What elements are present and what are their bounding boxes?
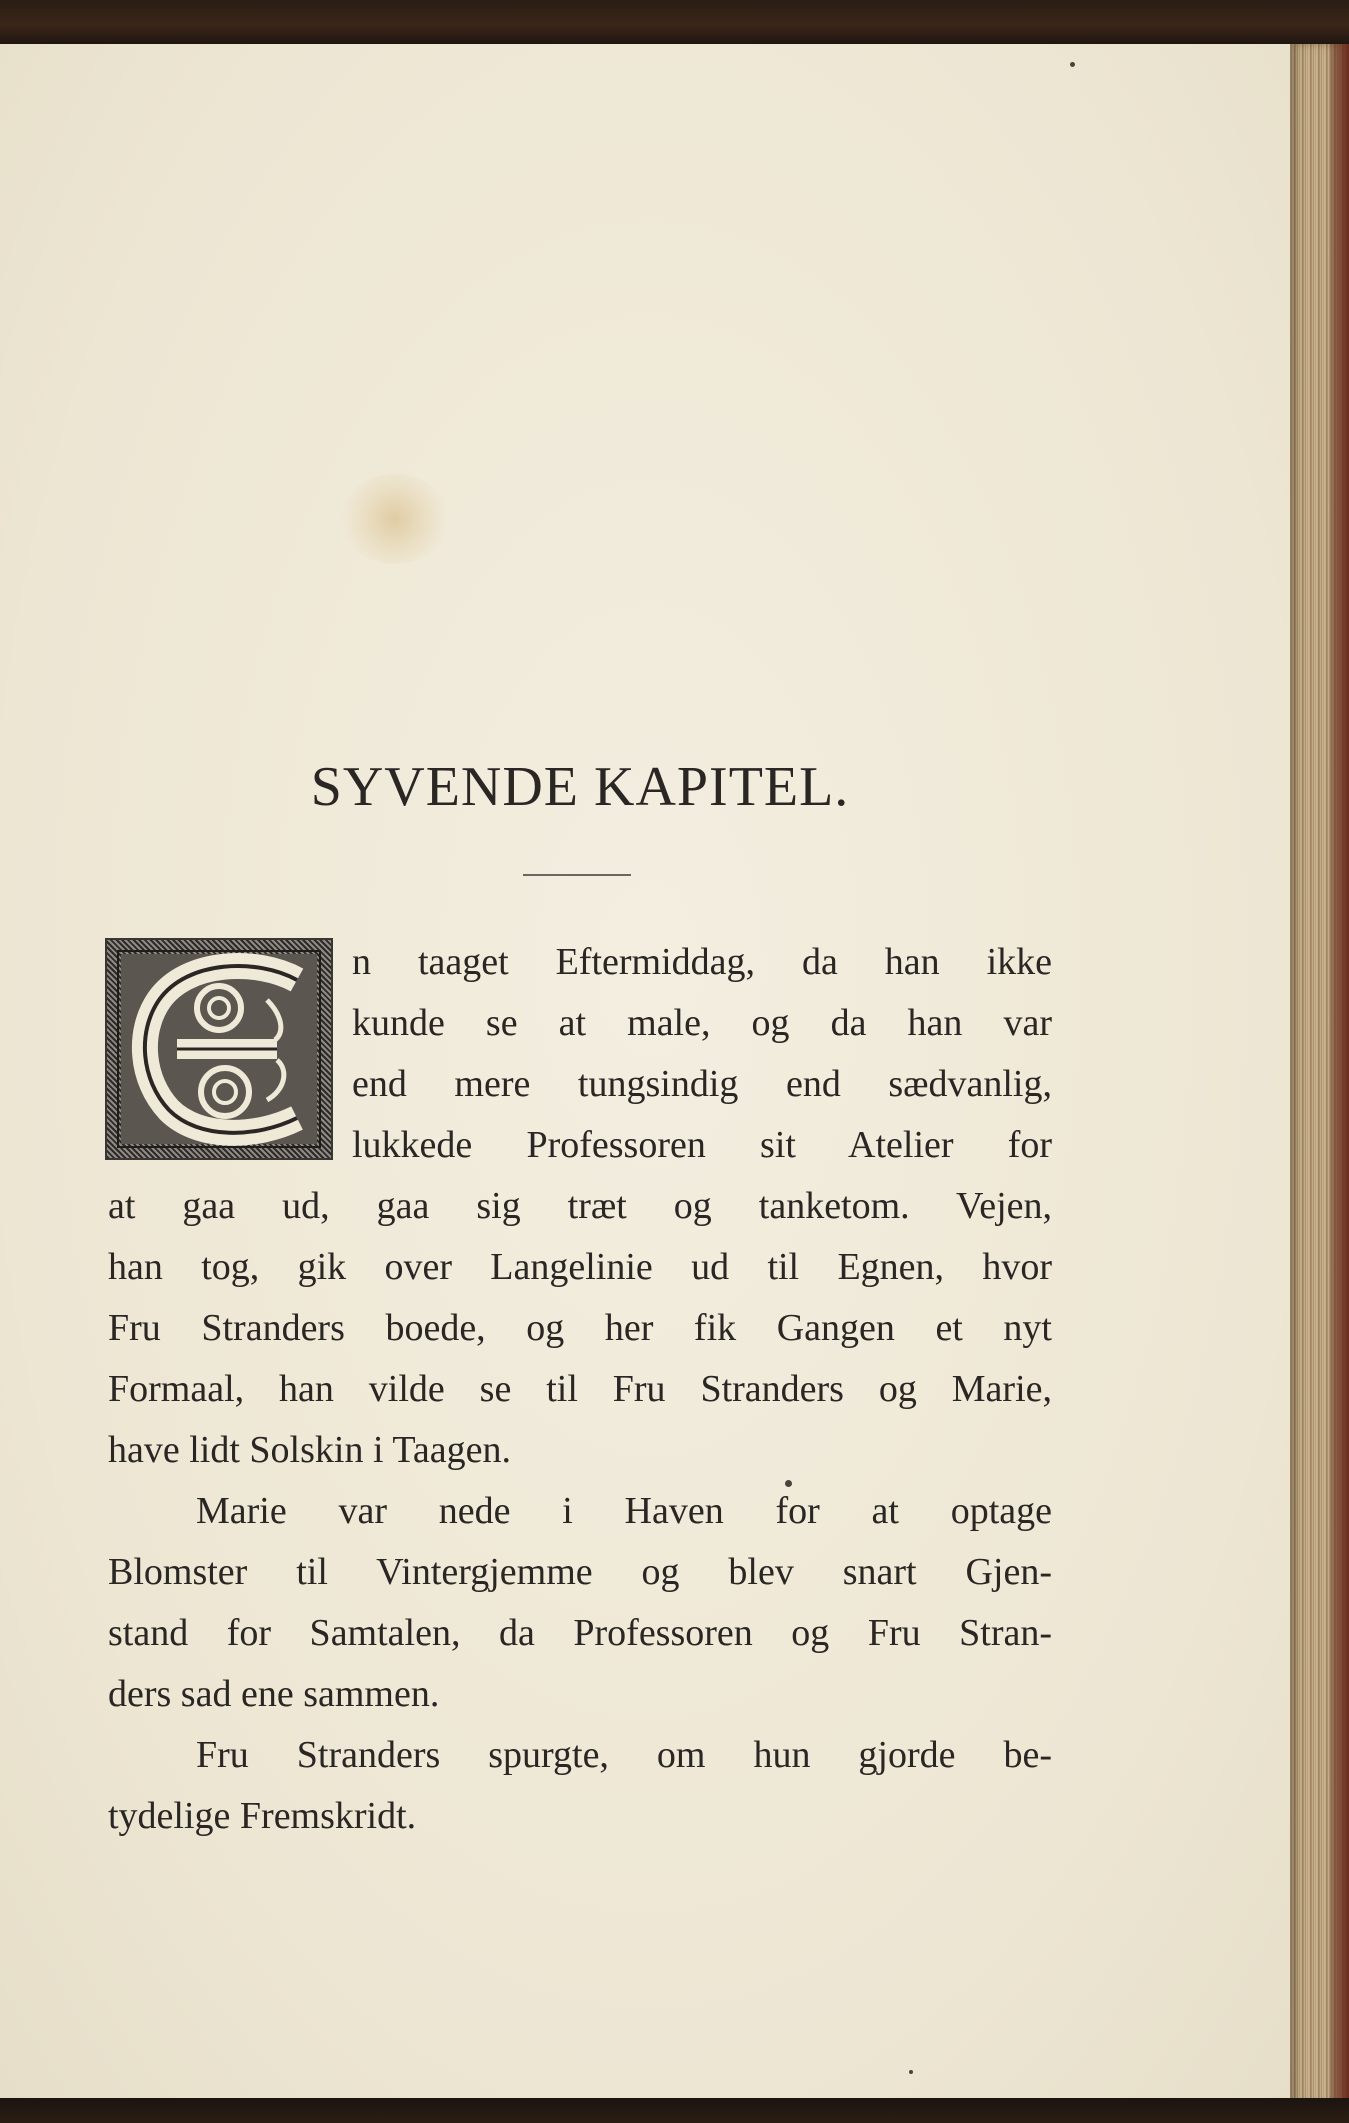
text-line: Fru Stranders boede, og her fik Gangen et nyt xyxy=(108,1307,1052,1349)
text-line: have lidt Solskin i Taagen. xyxy=(108,1429,511,1471)
chapter-title: SYVENDE KAPITEL. xyxy=(310,756,850,818)
ink-speck xyxy=(909,2070,913,2074)
text-line: Marie var nede i Haven for at optage xyxy=(196,1490,1052,1532)
text-line: n taaget Eftermiddag, da han ikke xyxy=(352,941,1052,983)
text-line: Blomster til Vintergjemme og blev snart Gjen- xyxy=(108,1551,1052,1593)
title-rule xyxy=(523,874,631,876)
page-block-shadow xyxy=(1330,44,1349,2104)
text-line: kunde se at male, og da han var xyxy=(352,1002,1052,1044)
text-line: end mere tungsindig end sædvanlig, xyxy=(352,1063,1052,1105)
text-line: stand for Samtalen, da Professoren og Fru Stran- xyxy=(108,1612,1052,1654)
book-bottom-edge xyxy=(0,2098,1349,2123)
text-line: ders sad ene sammen. xyxy=(108,1673,440,1715)
text-line: lukkede Professoren sit Atelier for xyxy=(352,1124,1052,1166)
text-line: Fru Stranders spurgte, om hun gjorde be- xyxy=(196,1734,1052,1776)
text-line: tydelige Fremskridt. xyxy=(108,1795,417,1837)
decorated-initial-e xyxy=(105,938,333,1160)
ink-speck xyxy=(785,1480,792,1487)
text-line: at gaa ud, gaa sig træt og tanketom. Vejen, xyxy=(108,1185,1052,1227)
ink-speck xyxy=(1070,62,1075,67)
text-line: Formaal, han vilde se til Fru Stranders og Marie, xyxy=(108,1368,1052,1410)
book-top-edge xyxy=(0,0,1349,46)
drop-cap-paragraph-lines xyxy=(352,932,1052,1176)
body-text xyxy=(108,1176,1052,1847)
text-line: han tog, gik over Langelinie ud til Egnen, hvor xyxy=(108,1246,1052,1288)
initial-letter-graphic xyxy=(107,940,331,1158)
foxing-stain xyxy=(340,474,450,564)
